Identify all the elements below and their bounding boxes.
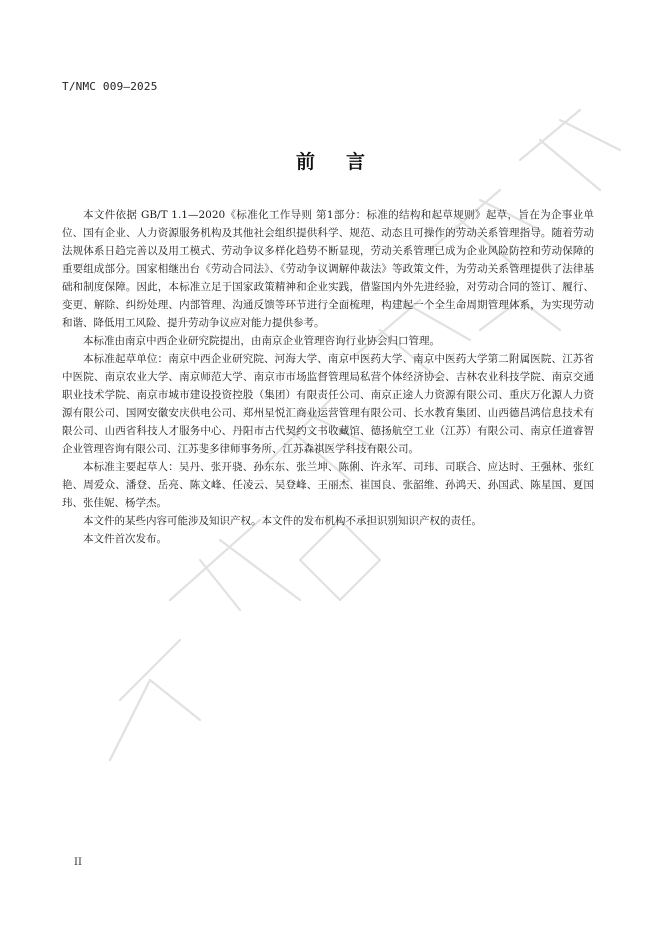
title-part-1: 前 <box>295 151 316 173</box>
paragraph-basis: 本文件依据 GB/T 1.1—2020《标准化工作导则 第1部分：标准的结构和起草规则》起草，旨在为企事业单位、国有企业、人力资源服务机构及其他社会组织提供科学、规范、动态且可操作的劳动关系管理指导。随着劳动法规体系日趋完善以及用工模式、劳动争议多样化趋势不断显现，劳动关系管理已成为企业风险防控和劳动保障的重要组成部分。国家相继出台《劳动合同法》、《劳动争议调解仲裁法》等政策文件，为劳动关系管理提供了法律基础和制度保障。因此，本标准立足于国家政策精神和企业实践，借鉴国内外先进经验，对劳动合同的签订、履行、变更、解除、纠纷处理、内部管理、沟通反馈等环节进行全面梳理，构建起一个全生命周期管理体系，为实现劳动和谐、降低用工风险、提升劳动争议应对能力提供参考。 <box>62 209 594 329</box>
paragraph-patent-notice: 本文件的某些内容可能涉及知识产权。本文件的发布机构不承担识别知识产权的责任。 <box>83 515 482 527</box>
paragraph-drafting-units: 本标准起草单位：南京中西企业研究院、河海大学、南京中医药大学、南京中医药大学第二附属医院、江苏省中医院、南京农业大学、南京师范大学、南京市市场监督管理局私营个体经济协会、吉林农业科技学院、南京交通职业技术学院、南京市城市建设投资控股（集团）有限责任公司、南京正途人力资源有限公司、重庆万化源人力资源有限公司、国网安徽安庆供电公司、郑州星悦汇商业运营管理有限公司、长水教育集团、山西德昌鸿信息技术有限公司、山西省科技人才服务中心、丹阳市古代契约文书收藏馆、德扬航空工业（江苏）有限公司、南京任道睿智企业管理咨询有限公司、江苏斐多律师事务所、江苏森祺医学科技有限公司。 <box>62 353 594 455</box>
page-title <box>0 147 662 174</box>
paragraph-proposer: 本标准由南京中西企业研究院提出，由南京企业管理咨询行业协会归口管理。 <box>83 335 440 347</box>
title-part-2: 言 <box>346 151 367 173</box>
paragraph-first-release: 本文件首次发布。 <box>83 533 167 545</box>
page-number: II <box>74 857 82 868</box>
paragraph-drafters: 本标准主要起草人：吴丹、张开骁、孙东东、张兰坤、陈俐、许永军、司玮、司联合、应达时、王强林、张红艳、周爱众、潘登、岳亮、陈文峰、任凌云、吴登峰、王丽杰、崔国良、张韶维、孙鸿天、孙国武、陈星国、夏国玮、张佳妮、杨学杰。 <box>62 461 594 509</box>
standard-code: T/NMC 009—2025 <box>62 80 158 93</box>
foreword-body <box>62 206 594 548</box>
